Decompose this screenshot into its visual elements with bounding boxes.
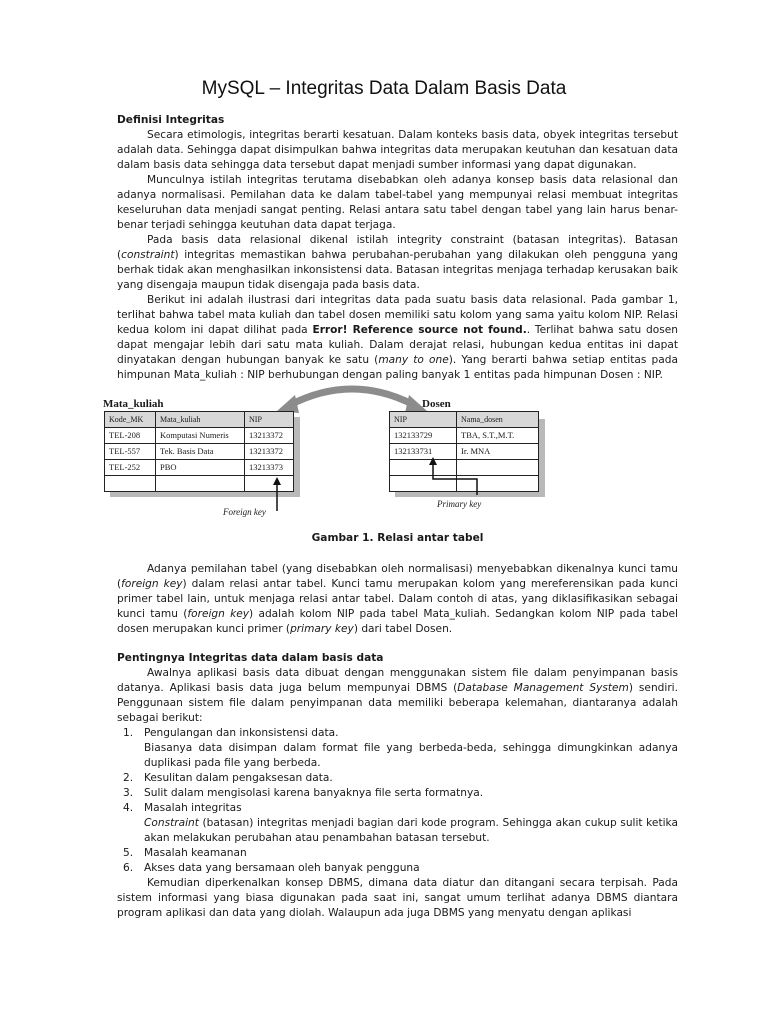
figure-relasi: [103, 391, 678, 521]
table-row: TEL-252 PBO 13213373: [105, 460, 294, 476]
paragraph: Awalnya aplikasi basis data dibuat dengan menggunakan sistem file dalam penyimpanan basis datanya. Aplikasi basis data juga belum mempunyai DBMS (Database Management System) sendiri. Penggunaan sistem file dalam penyimpanan data memiliki beberapa kelemahan, diantaranya adalah sebagai berikut:: [117, 667, 678, 724]
table-label-dosen: Dosen: [422, 398, 451, 410]
list-item: 2. Kesulitan dalam pengaksesan data.: [123, 772, 333, 784]
reference-error: Error! Reference source not found.: [312, 324, 527, 336]
list-item: 6. Akses data yang bersamaan oleh banyak pengguna: [123, 862, 420, 874]
paragraph: Kemudian diperkenalkan konsep DBMS, dimana data diatur dan ditangani secara terpisah. Pada sistem informasi yang biasa digunakan pada saat ini, sangat umum terlihat adanya DBMS diantara program aplikasi dan data yang diolah. Walaupun ada juga DBMS yang menyatu dengan aplikasi: [117, 877, 678, 919]
paragraph: Berikut ini adalah ilustrasi dari integritas data pada suatu basis data relasional. Pada gambar 1, terlihat bahwa tabel mata kuliah dan tabel dosen memiliki satu kolom yang sama yaitu kolom NIP. Relasi kedua kolom ini dapat dilihat pada Error! Reference source not found.. Terlihat bahwa satu dosen dapat mengajar lebih dari satu mata kuliah. Dalam derajat relasi, hubungan kedua entitas ini dapat dinyatakan dengan hubungan banyak ke satu (many to one). Yang berarti bahwa setiap entitas pada himpunan Mata_kuliah : NIP berhubungan dengan paling banyak 1 entitas pada himpunan Dosen : NIP.: [117, 294, 678, 381]
paragraph: Secara etimologis, integritas berarti kesatuan. Dalam konteks basis data, obyek integritas tersebut adalah data. Sehingga dapat disimpulkan bahwa integritas data merupakan keutuhan dan kesatuan data dalam basis data sehingga data tersebut dapat menjadi sumber informasi yang dapat digunakan.: [117, 129, 678, 171]
section-heading-definisi: Definisi Integritas: [117, 114, 225, 126]
primary-key-arrow-icon: [417, 455, 517, 495]
table-row: TEL-557 Tek. Basis Data 13213372: [105, 444, 294, 460]
table-row: TEL-208 Komputasi Numeris 13213372: [105, 428, 294, 444]
table-row: 132133731 Ir. MNA: [390, 444, 539, 460]
list-item: 4. Masalah integritas Constraint (batasan) integritas menjadi bagian dari kode program. Sehingga akan cukup sulit ketika akan melakukan perubahan atau penambahan batasan tersebut.: [123, 802, 678, 844]
primary-key-annotation: Primary key: [437, 499, 482, 509]
list-item: 1. Pengulangan dan inkonsistensi data. Biasanya data disimpan dalam format file yang berbeda-beda, sehingga dimungkinkan adanya duplikasi pada file yang berbeda.: [123, 727, 678, 769]
document-body: [103, 113, 678, 921]
table-header-row: NIP Nama_dosen: [390, 412, 539, 428]
section-heading-pentingnya: Pentingnya Integritas data dalam basis data: [117, 652, 384, 664]
table-header-row: Kode_MK Mata_kuliah NIP: [105, 412, 294, 428]
document-title: MySQL – Integritas Data Dalam Basis Data: [201, 78, 567, 99]
table-row: 132133729 TBA, S.T.,M.T.: [390, 428, 539, 444]
paragraph: Adanya pemilahan tabel (yang disebabkan oleh normalisasi) menyebabkan dikenalnya kunci tamu (foreign key) dalam relasi antar tabel. Kunci tamu merupakan kolom yang mereferensikan pada kunci primer tabel lain, untuk menjaga relasi antar tabel. Dalam contoh di atas, yang diklasifikasikan sebagai kunci tamu (foreign key) adalah kolom NIP pada tabel Mata_kuliah. Sedangkan kolom NIP pada tabel dosen merupakan kunci primer (primary key) dari tabel Dosen.: [117, 563, 678, 635]
figure-caption: Gambar 1. Relasi antar tabel: [311, 532, 484, 544]
paragraph: Munculnya istilah integritas terutama disebabkan oleh adanya konsep basis data relasional dan adanya normalisasi. Pemilahan data ke dalam tabel-tabel yang mempunyai relasi membuat integritas keseluruhan data menjadi sangat penting. Relasi antara satu tabel dengan tabel yang lain harus benar-benar terjadi sehingga keutuhan data dapat terjaga.: [117, 174, 678, 231]
weakness-list: [123, 726, 678, 876]
paragraph: Pada basis data relasional dikenal istilah integrity constraint (batasan integritas). Batasan (constraint) integritas memastikan bahwa perubahan-perubahan yang dilakukan oleh pengguna yang berhak tidak akan menghasilkan inkonsistensi data. Batasan integritas menjaga terhadap kerusakan baik yang disengaja maupun tidak disengaja pada basis data.: [117, 234, 678, 291]
list-item: 3. Sulit dalam mengisolasi karena banyaknya file serta formatnya.: [123, 787, 484, 799]
list-item: 5. Masalah keamanan: [123, 847, 247, 859]
table-label-mata-kuliah: Mata_kuliah: [103, 398, 164, 410]
foreign-key-annotation: Foreign key: [223, 507, 266, 517]
